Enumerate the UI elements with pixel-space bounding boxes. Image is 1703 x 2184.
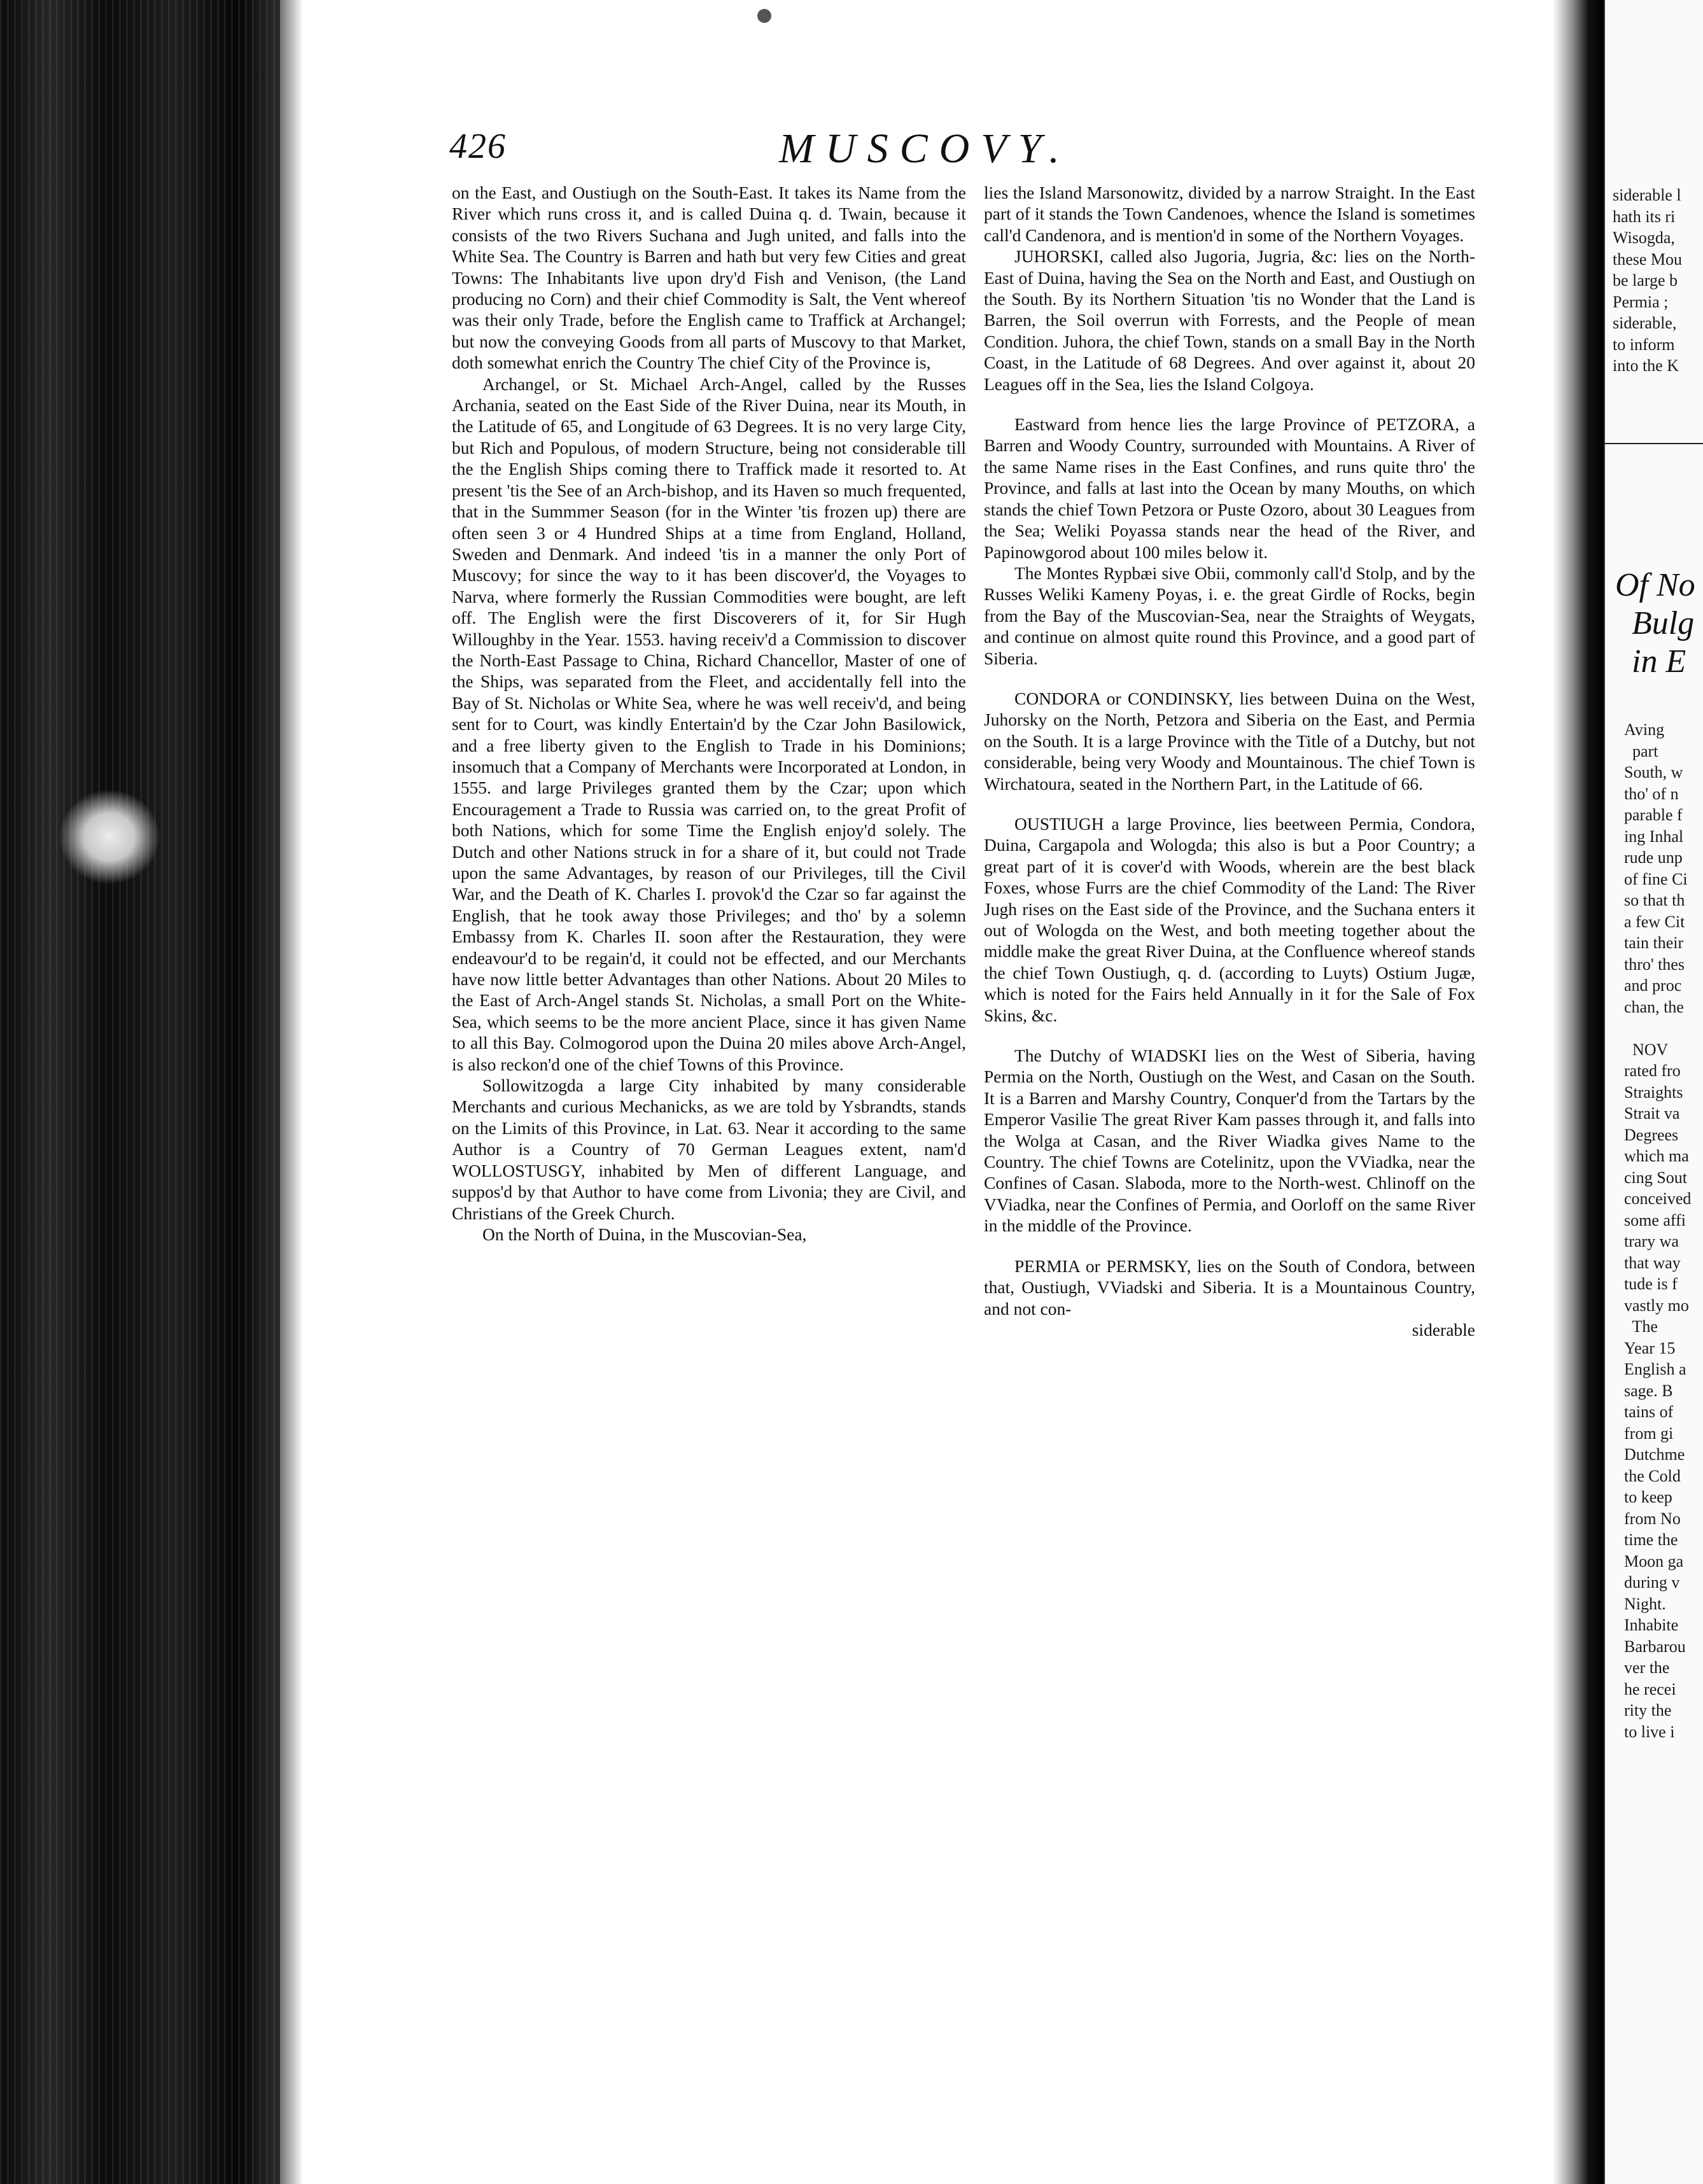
paragraph: Eastward from hence lies the large Province of PETZORA, a Barren and Woody Country, surrounded with Mountains. A River of the same Name rises in the East Confines, and runs quite thro' the Province, and falls at last into the Ocean by many Mouths, on which stands the chief Town Petzora or Puste Ozoro, about 30 Leagues from the Sea; Weliki Poyassa stands near the head of the River, and Papinowgorod about 100 miles below it. — [984, 414, 1475, 562]
running-title: MUSCOVY. — [779, 125, 1071, 172]
paragraph: On the North of Duina, in the Muscovian-Sea, — [482, 1224, 807, 1244]
catchword: siderable — [1412, 1319, 1475, 1340]
binding-hole — [757, 9, 771, 23]
paragraph: on the East, and Oustiugh on the South-East. It takes its Name from the River which runs cross it, and is called Duina q. d. Twain, because it consists of the two Rivers Suchana and Jugh united, and falls into the White Sea. The Country is Barren and hath but very few Cities and great Towns: The Inhabitants live upon dry'd Fish and Venison, (the Land producing no Corn) and their chief Commodity is Salt, the Vent whereof was their only Trade, before the English came to Traffick at Archangel; but now the conveying Goods from all parts of Muscovy to that Market, doth somewhat enrich the Country The chief City of the Province is, — [452, 183, 966, 373]
page-number: 426 — [449, 127, 507, 166]
paragraph: lies the Island Marsonowitz, divided by a narrow Straight. In the East part of it stands the Town Candenoes, whence the Island is sometimes call'd Candenora, and is mention'd in some of the Northern Voyages. — [984, 183, 1475, 245]
paragraph: CONDORA or CONDINSKY, lies between Duina on the West, Juhorsky on the North, Petzora and Siberia on the East, and Permia on the South. It is a large Province with the Title of a Dutchy, but not considerable, being very Woody and Mountainous. The chief Town is Wirchatoura, seated in the Northern Part, in the Latitude of 66. — [984, 688, 1475, 794]
book-spine — [0, 0, 280, 2184]
facing-page-rule — [1605, 443, 1703, 444]
page-shadow — [280, 0, 303, 2184]
paragraph: Sollowitzogda a large City inhabited by many considerable Merchants and curious Mechanicks, as we are told by Ysbrandts, stands on the Limits of this Province, in Lat. 63. Near it according to the same Author is a Country of 70 German Leagues extent, nam'd WOLLOSTUSGY, inhabited by Men of different Language, and suppos'd by that Author to have come from Livonia; they are Civil, and Christians of the Greek Church. — [452, 1075, 966, 1223]
paragraph: PERMIA or PERMSKY, lies on the South of Condora, between that, Oustiugh, VViadski and Siberia. It is a Mountainous Country, and not con- — [984, 1256, 1475, 1319]
paragraph: JUHORSKI, called also Jugoria, Jugria, &c: lies on the North-East of Duina, having the Sea on the North and East, and Oustiugh on the South. By its Northern Situation 'tis no Wonder that the Land is Barren, the Soil overrun with Forrests, and the People of mean Condition. Juhora, the chief Town, stands on a small Bay in the North Coast, in the Latitude of 68 Degrees. And over against it, about 20 Leagues off in the Sea, lies the Island Colgoya. — [984, 246, 1475, 394]
facing-page-edge — [1604, 0, 1703, 2184]
paragraph: Archangel, or St. Michael Arch-Angel, called by the Russes Archania, seated on the East Side of the River Duina, near its Mouth, in the Latitude of 65, and Longitude of 63 Degrees. It is no very large City, but Rich and Populous, of modern Structure, being not considerable till the the English Ships coming there to Traffick made it resorted to. At present 'tis the See of an Arch-bishop, and its Haven so much frequented, that in the Summmer Season (for in the Winter 'tis frozen up) there are often seen 3 or 4 Hundred Ships at a time from England, Holland, Sweden and Denmark. And indeed 'tis in a manner the only Port of Muscovy; for since the way to it has been discover'd, the Voyages to Narva, where formerly the Russian Commodities were bought, are left off. The English were the first Discoverers of it, for Sir Hugh Willoughby in the Year. 1553. having receiv'd a Commission to discover the North-East Passage to China, Richard Chancellor, Master of one of the Ships, was separated from the Fleet, and accidentally fell into the Bay of St. Nicholas or White Sea, where he was well receiv'd, and being sent for to Court, was kindly Entertain'd by the Czar John Basilowick, and a free liberty given to the English to Trade in his Dominions; insomuch that a Company of Merchants were Incorporated at London, in 1555. and large Privileges granted them by the Czar; upon which Encouragement a Trade to Russia was carried on, to the great Profit of both Nations, which for some Time the English enjoy'd solely. The Dutch and other Nations struck in for a share of it, but could not Trade upon the same Advantages, by reason of our Privileges, till the Civil War, and the Death of K. Charles I. provok'd the Czar so far against the English, that he took away those Privileges; and tho' by a solemn Embassy from K. Charles II. soon after the Restauration, they were endeavour'd to be regain'd, it could not be effected, and our Merchants have now little better Advantages than other Nations. About 20 Miles to the East of Arch-Angel stands St. Nicholas, a small Port on the White-Sea, which seems to be the more ancient Place, since it has given Name to all this Bay. Colmogorod upon the Duina 20 miles above Arch-Angel, is also reckon'd one of the chief Towns of this Province. — [452, 374, 966, 1074]
facing-page-top-text: siderable l hath its ri Wisogda, these Mou be large b Permia ; siderable, to inform into the K — [1613, 186, 1683, 375]
book-gutter — [1553, 0, 1604, 2184]
paragraph: OUSTIUGH a large Province, lies beetween Permia, Condora, Duina, Cargapola and Wologda; this also is but a Poor Country; a great part of it is cover'd with Woods, wherein are the best black Foxes, whose Furrs are the chief Commodity of the Land: The River Jugh rises on the East side of the Province, and the Suchana enters it out of Wologda on the West, and both meeting together about the middle make the great River Duina, at the Confluence whereof stands the chief Town Oustiugh, q. d. (according to Luyts) Ostium Jugæ, which is noted for the Fairs held Annually in it for the Sale of Fox Skins, &c. — [984, 813, 1475, 1025]
facing-page-body-text: Aving part South, w tho' of n parable f ing Inhal rude unp of fine Ci so that th a few Cit tain their thro' thes and proc chan, the NOV rated fro Straights Strait va Degrees which ma cing Sout conceived some affi trary wa that way tude is f vastly mo The Year 15 English a sage. B tains of from gi Dutchme the Cold to keep from No time the Moon ga during v Night. Inhabite Barbarou ver the he recei rity the to live i — [1624, 720, 1692, 1741]
facing-page-heading: Of No Bulg in E — [1615, 567, 1695, 680]
left-column — [452, 182, 966, 1245]
paper-stain — [59, 789, 160, 885]
paragraph: The Montes Rypbæi sive Obii, commonly call'd Stolp, and by the Russes Weliki Kameny Poyas, i. e. the great Girdle of Rocks, begin from the Bay of the Muscovian-Sea, near the Straights of Weygats, and continue on almost quite round this Province, and a good part of Siberia. — [984, 563, 1475, 668]
paragraph: The Dutchy of WIADSKI lies on the West of Siberia, having Permia on the North, Oustiugh on the West, and Casan on the South. It is a Barren and Marshy Country, Conquer'd from the Tartars by the Emperor Vasilie The great River Kam passes through it, and falls into the Wolga at Casan, and the River Wiadka gives Name to the Country. The chief Towns are Cotelinitz, upon the VViadka, near the Confines of Casan. Slaboda, more to the North-west. Chlinoff on the VViadka, near the Confines of Permia, and Oorloff on the same River in the middle of the Province. — [984, 1046, 1475, 1236]
right-column — [984, 182, 1475, 1340]
